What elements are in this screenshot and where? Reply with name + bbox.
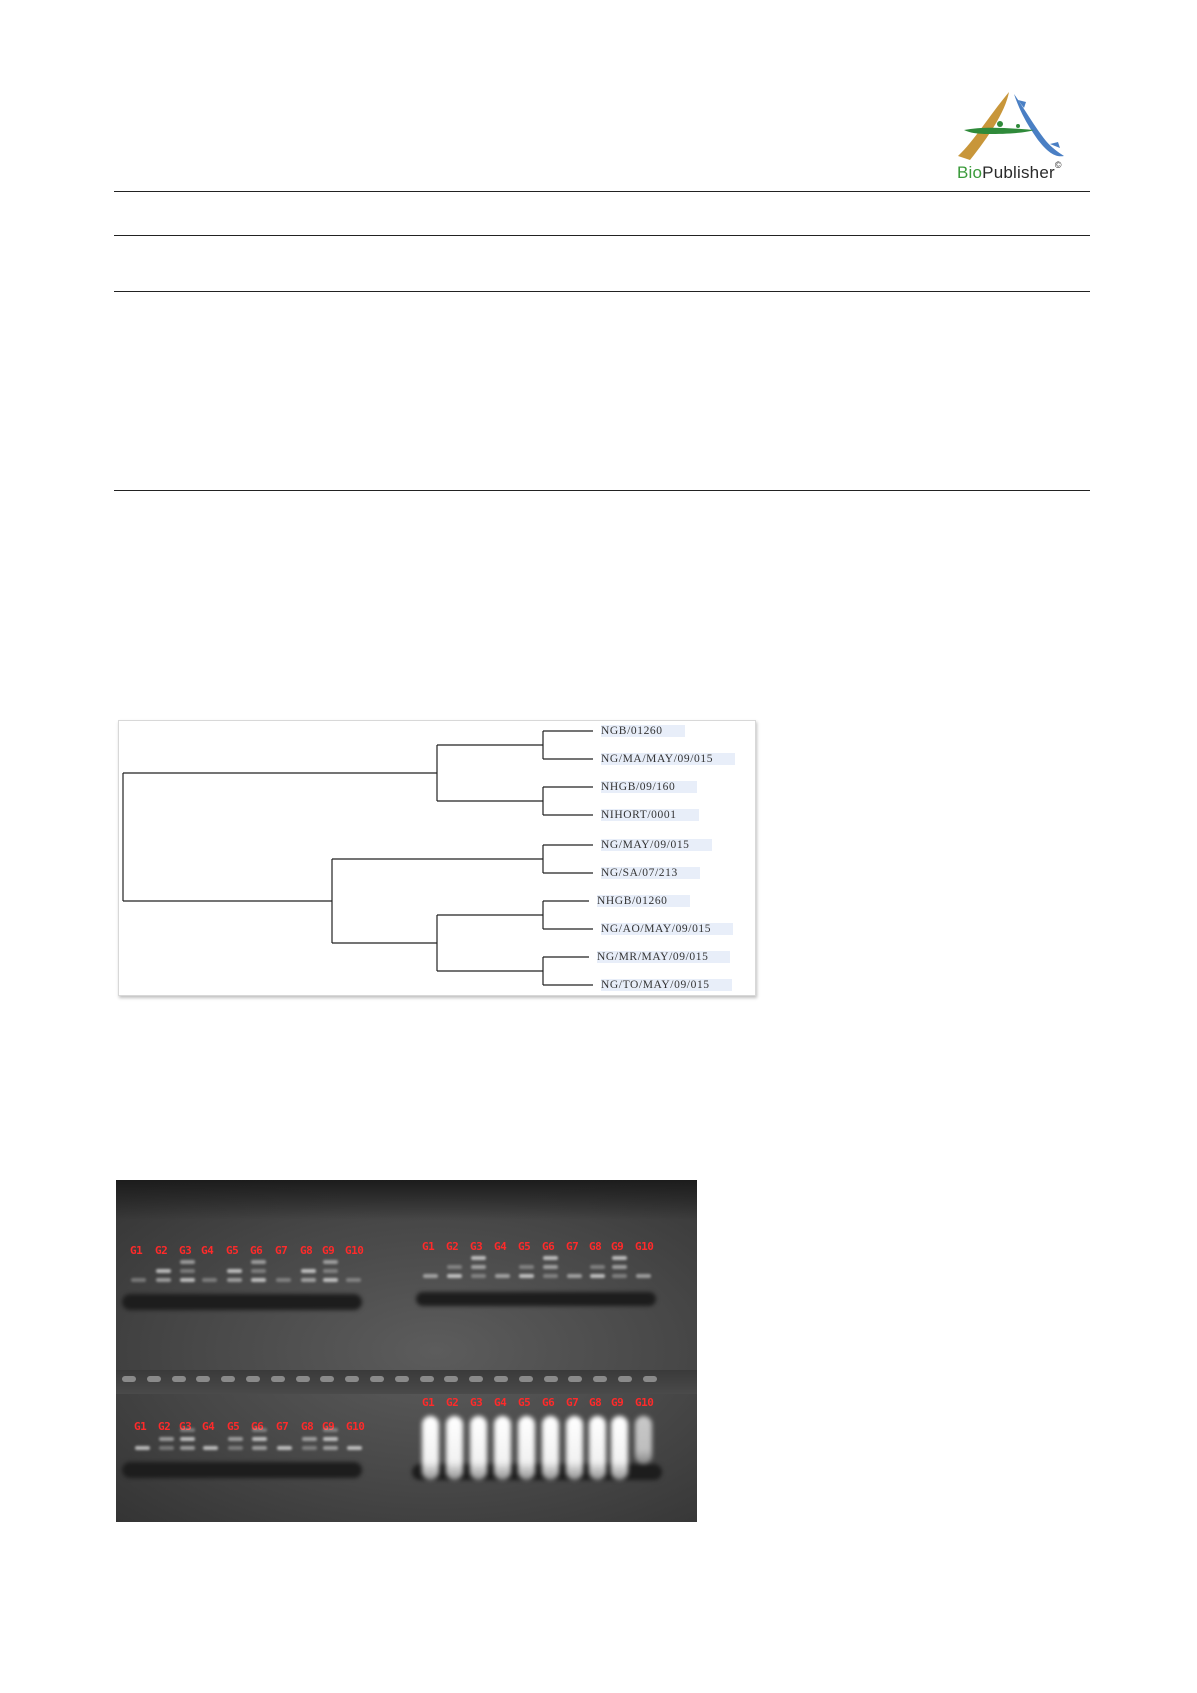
gel-well: [147, 1376, 161, 1382]
gel-dna-band: [471, 1256, 486, 1260]
gel-lane-label: G9: [322, 1420, 335, 1433]
gel-dna-band: [227, 1269, 242, 1273]
gel-dna-band: [227, 1278, 242, 1282]
gel-lane-label: G3: [179, 1244, 192, 1257]
gel-dna-band: [302, 1437, 317, 1441]
gel-top-shadow: [116, 1180, 697, 1220]
gel-dna-band: [519, 1274, 534, 1278]
gel-dna-band: [301, 1278, 316, 1282]
gel-well: [122, 1376, 136, 1382]
gel-well-trough: [122, 1462, 362, 1478]
gel-well: [345, 1376, 359, 1382]
gel-dna-band: [180, 1446, 195, 1450]
gel-dna-band: [180, 1428, 195, 1432]
gel-lane-label: G6: [542, 1240, 555, 1253]
gel-dna-smear: [422, 1416, 439, 1480]
gel-dna-band: [180, 1260, 195, 1264]
gel-well: [370, 1376, 384, 1382]
gel-lane-label: G9: [322, 1244, 335, 1257]
gel-well: [469, 1376, 483, 1382]
gel-lane-label: G10: [635, 1240, 654, 1253]
gel-dna-band: [543, 1265, 558, 1269]
gel-dna-band: [277, 1446, 292, 1450]
gel-dna-smear: [611, 1416, 628, 1480]
gel-dna-band: [612, 1274, 627, 1278]
gel-dna-smear: [470, 1416, 487, 1480]
gel-dna-band: [252, 1428, 267, 1432]
gel-dna-band: [636, 1274, 651, 1278]
gel-dna-band: [159, 1446, 174, 1450]
gel-dna-band: [612, 1265, 627, 1269]
gel-dna-smear: [518, 1416, 535, 1480]
gel-lane-label: G1: [134, 1420, 147, 1433]
gel-dna-band: [159, 1437, 174, 1441]
gel-dna-band: [301, 1269, 316, 1273]
gel-lane-label: G9: [611, 1240, 624, 1253]
gel-lane-label: G5: [227, 1420, 240, 1433]
dendrogram-leaf-label: NIHORT/0001: [601, 809, 699, 821]
dendrogram-leaf-label: NG/AO/MAY/09/015: [601, 923, 733, 935]
table-header-bottom-rule: [114, 291, 1090, 292]
gel-dna-band: [346, 1278, 361, 1282]
gel-dna-band: [495, 1274, 510, 1278]
gel-dna-band: [543, 1274, 558, 1278]
gel-dna-band: [323, 1446, 338, 1450]
gel-lane-label: G3: [470, 1396, 483, 1409]
gel-well: [320, 1376, 334, 1382]
gel-lane-label: G8: [589, 1396, 602, 1409]
gel-lane-label: G10: [635, 1396, 654, 1409]
gel-dna-band: [276, 1278, 291, 1282]
gel-lane-label: G8: [589, 1240, 602, 1253]
gel-dna-band: [323, 1428, 338, 1432]
gel-lane-label: G2: [446, 1396, 459, 1409]
gel-lane-label: G2: [158, 1420, 171, 1433]
gel-dna-band: [252, 1446, 267, 1450]
gel-electrophoresis-image: [116, 1180, 697, 1522]
gel-dna-band: [471, 1274, 486, 1278]
gel-dna-band: [202, 1278, 217, 1282]
gel-dna-band: [323, 1278, 338, 1282]
gel-well: [172, 1376, 186, 1382]
gel-well-trough: [122, 1294, 362, 1310]
dendrogram-figure: [118, 720, 756, 996]
gel-lane-label: G1: [130, 1244, 143, 1257]
gel-lane-label: G8: [301, 1420, 314, 1433]
gel-lane-label: G5: [518, 1396, 531, 1409]
gel-dna-smear: [635, 1416, 652, 1464]
gel-lane-label: G4: [202, 1420, 215, 1433]
gel-lane-label: G5: [226, 1244, 239, 1257]
dendrogram-leaf-label: NG/MA/MAY/09/015: [601, 753, 735, 765]
gel-dna-band: [590, 1274, 605, 1278]
gel-lane-label: G4: [201, 1244, 214, 1257]
gel-lane-label: G7: [275, 1244, 288, 1257]
publisher-name: BioPublisher©: [957, 160, 1062, 182]
gel-lane-label: G3: [179, 1420, 192, 1433]
gel-dna-smear: [542, 1416, 559, 1480]
gel-well: [420, 1376, 434, 1382]
gel-well: [296, 1376, 310, 1382]
gel-lane-label: G10: [346, 1420, 365, 1433]
gel-dna-smear: [446, 1416, 463, 1480]
gel-lane-label: G10: [345, 1244, 364, 1257]
gel-lane-label: G7: [276, 1420, 289, 1433]
gel-well-trough: [416, 1292, 656, 1306]
gel-lane-label: G6: [251, 1420, 264, 1433]
dendrogram-leaf-label: NGB/01260: [601, 725, 685, 737]
gel-dna-band: [519, 1265, 534, 1269]
gel-dna-band: [131, 1278, 146, 1282]
gel-well: [519, 1376, 533, 1382]
gel-well: [593, 1376, 607, 1382]
dendrogram-leaf-label: NG/MR/MAY/09/015: [597, 951, 730, 963]
gel-lane-label: G6: [250, 1244, 263, 1257]
gel-dna-band: [251, 1278, 266, 1282]
gel-lane-label: G1: [422, 1396, 435, 1409]
gel-dna-smear: [494, 1416, 511, 1480]
gel-well: [444, 1376, 458, 1382]
gel-dna-band: [302, 1446, 317, 1450]
gel-dna-band: [252, 1437, 267, 1441]
gel-lane-label: G9: [611, 1396, 624, 1409]
gel-lane-label: G3: [470, 1240, 483, 1253]
gel-dna-band: [323, 1269, 338, 1273]
gel-well: [568, 1376, 582, 1382]
gel-well: [271, 1376, 285, 1382]
table-top-rule: [114, 191, 1090, 192]
gel-lane-label: G8: [300, 1244, 313, 1257]
gel-well: [643, 1376, 657, 1382]
table-header-rule: [114, 235, 1090, 236]
gel-well: [196, 1376, 210, 1382]
gel-lane-label: G4: [494, 1240, 507, 1253]
gel-dna-band: [135, 1446, 150, 1450]
gel-dna-band: [156, 1278, 171, 1282]
gel-dna-band: [347, 1446, 362, 1450]
gel-dna-band: [228, 1437, 243, 1441]
dendrogram-leaf-label: NHGB/01260: [597, 895, 690, 907]
gel-lane-label: G7: [566, 1240, 579, 1253]
gel-dna-band: [180, 1278, 195, 1282]
gel-dna-band: [228, 1446, 243, 1450]
gel-dna-band: [156, 1269, 171, 1273]
gel-lane-label: G6: [542, 1396, 555, 1409]
gel-dna-band: [447, 1274, 462, 1278]
gel-dna-band: [251, 1260, 266, 1264]
dendrogram-leaf-label: NHGB/09/160: [601, 781, 697, 793]
gel-dna-band: [251, 1269, 266, 1273]
gel-dna-band: [471, 1265, 486, 1269]
logo-mark-icon: [954, 86, 1074, 166]
gel-lane-label: G5: [518, 1240, 531, 1253]
gel-dna-band: [447, 1265, 462, 1269]
gel-lane-label: G4: [494, 1396, 507, 1409]
gel-well: [221, 1376, 235, 1382]
gel-dna-band: [323, 1437, 338, 1441]
gel-lane-label: G1: [422, 1240, 435, 1253]
gel-well: [246, 1376, 260, 1382]
gel-dna-band: [180, 1437, 195, 1441]
gel-dna-band: [612, 1256, 627, 1260]
gel-well: [544, 1376, 558, 1382]
dendrogram-leaf-label: NG/MAY/09/015: [601, 839, 712, 851]
gel-dna-band: [180, 1269, 195, 1273]
gel-dna-band: [590, 1265, 605, 1269]
gel-dna-band: [423, 1274, 438, 1278]
gel-dna-band: [203, 1446, 218, 1450]
gel-dna-smear: [566, 1416, 583, 1480]
gel-dna-band: [567, 1274, 582, 1278]
table-bottom-rule: [114, 490, 1090, 491]
gel-lane-label: G2: [155, 1244, 168, 1257]
dendrogram-leaf-label: NG/TO/MAY/09/015: [601, 979, 732, 991]
dendrogram-leaf-label: NG/SA/07/213: [601, 867, 700, 879]
gel-middle-row: [116, 1370, 697, 1394]
gel-dna-smear: [589, 1416, 606, 1480]
gel-well: [395, 1376, 409, 1382]
gel-well: [618, 1376, 632, 1382]
gel-dna-band: [543, 1256, 558, 1260]
gel-lane-label: G7: [566, 1396, 579, 1409]
gel-dna-band: [323, 1260, 338, 1264]
gel-lane-label: G2: [446, 1240, 459, 1253]
gel-well: [494, 1376, 508, 1382]
